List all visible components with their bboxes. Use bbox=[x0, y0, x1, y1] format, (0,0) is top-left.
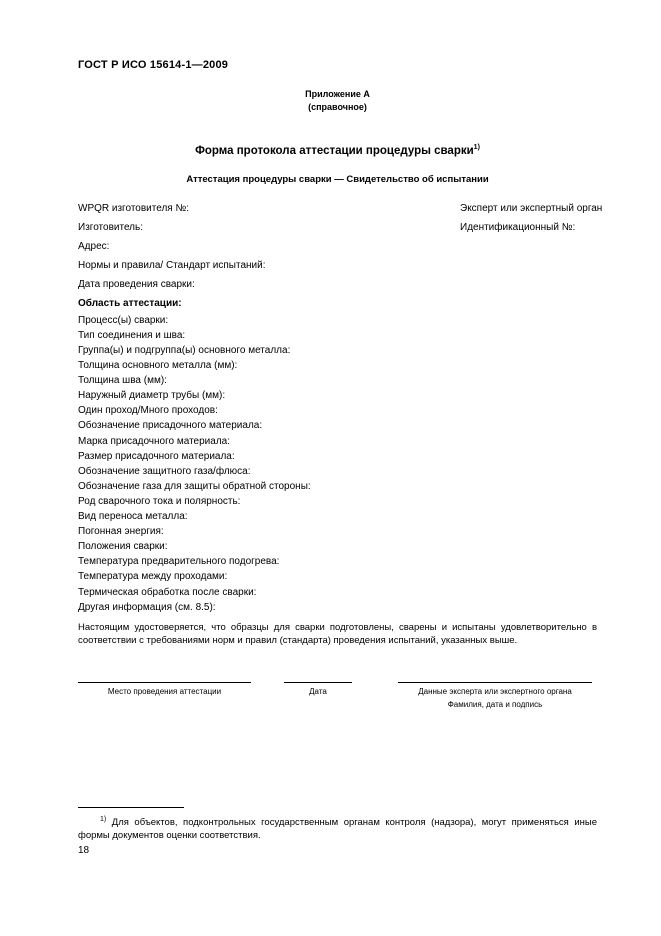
scope-heading: Область аттестации: bbox=[78, 297, 182, 309]
scope-field-pipe-diameter: Наружный диаметр трубы (мм): bbox=[78, 390, 226, 402]
scope-field-weld-thickness: Толщина шва (мм): bbox=[78, 375, 167, 387]
footnote-body: Для объектов, подконтрольных государственным органам контроля (надзора), могут применяться иные формы документов оценки соответствия. bbox=[78, 817, 597, 842]
appendix-note: (справочное) bbox=[308, 102, 367, 112]
footnote-rule bbox=[78, 807, 184, 808]
scope-field-parent-metal-group: Группа(ы) и подгруппа(ы) основного металла: bbox=[78, 345, 291, 357]
scope-field-single-multi-pass: Один проход/Много проходов: bbox=[78, 405, 218, 417]
field-wpqr-number: WPQR изготовителя №: bbox=[78, 202, 189, 214]
scope-field-current-polarity: Род сварочного тока и полярность: bbox=[78, 495, 241, 507]
scope-fields-section bbox=[78, 313, 597, 615]
header-fields-section bbox=[78, 199, 603, 294]
signature-section bbox=[78, 672, 597, 711]
scope-field-welding-process: Процесс(ы) сварки: bbox=[78, 314, 169, 326]
footnote-section bbox=[78, 807, 597, 842]
signature-date-line bbox=[284, 672, 352, 683]
field-expert-org: Эксперт или экспертный орган bbox=[460, 202, 603, 214]
signature-expert-sub-label: Фамилия, дата и подпись bbox=[447, 700, 543, 709]
appendix-label: Приложение А bbox=[305, 89, 370, 99]
scope-field-shielding-gas-flux: Обозначение защитного газа/флюса: bbox=[78, 465, 251, 477]
signature-expert-label: Данные эксперта или экспертного органа bbox=[418, 687, 572, 696]
field-welding-date: Дата проведения сварки: bbox=[78, 278, 195, 290]
certification-statement: Настоящим удостоверяется, что образцы для сварки подготовлены, сварены и испытаны удовлетворительно в соответствии с требованиями норм и правил (стандарта) проведения испытаний, указанных выше. bbox=[78, 621, 597, 646]
signature-date-block bbox=[284, 672, 352, 698]
scope-field-filler-brand: Марка присадочного материала: bbox=[78, 435, 230, 447]
footnote-marker: 1) bbox=[100, 816, 107, 823]
field-address: Адрес: bbox=[78, 240, 110, 252]
scope-field-welding-positions: Положения сварки: bbox=[78, 541, 168, 553]
form-subtitle: Аттестация процедуры сварки — Свидетельство об испытании bbox=[186, 173, 489, 185]
page-number: 18 bbox=[78, 845, 90, 856]
footnote-reference-superscript: 1) bbox=[473, 144, 480, 151]
scope-field-preheat-temperature: Температура предварительного подогрева: bbox=[78, 556, 280, 568]
scope-field-filler-size: Размер присадочного материала: bbox=[78, 450, 235, 462]
signature-place-label: Место проведения аттестации bbox=[107, 687, 222, 696]
signature-date-label: Дата bbox=[309, 687, 327, 696]
scope-field-filler-designation: Обозначение присадочного материала: bbox=[78, 420, 263, 432]
scope-field-parent-metal-thickness: Толщина основного металла (мм): bbox=[78, 360, 238, 372]
appendix-block bbox=[78, 88, 597, 114]
field-manufacturer: Изготовитель: bbox=[78, 221, 143, 233]
footnote-text bbox=[78, 813, 597, 842]
field-codes-standard: Нормы и правила/ Стандарт испытаний: bbox=[78, 259, 266, 271]
signature-place-line bbox=[78, 672, 251, 683]
form-title-text: Форма протокола аттестации процедуры сварки bbox=[195, 144, 474, 157]
expert-fields bbox=[460, 199, 602, 237]
standard-reference: ГОСТ Р ИСО 15614-1—2009 bbox=[78, 59, 229, 71]
signature-place-block bbox=[78, 672, 251, 698]
scope-field-joint-type: Тип соединения и шва: bbox=[78, 329, 186, 341]
scope-field-backing-gas: Обозначение газа для защиты обратной стороны: bbox=[78, 480, 311, 492]
form-title bbox=[78, 144, 597, 157]
scope-field-post-weld-heat-treatment: Термическая обработка после сварки: bbox=[78, 586, 257, 598]
scope-field-other-information: Другая информация (см. 8.5): bbox=[78, 601, 216, 613]
signature-expert-line bbox=[398, 672, 592, 683]
scope-field-metal-transfer-mode: Вид переноса металла: bbox=[78, 511, 188, 523]
scope-field-interpass-temperature: Температура между проходами: bbox=[78, 571, 228, 583]
signature-expert-block bbox=[398, 672, 592, 711]
scope-field-heat-input: Погонная энергия: bbox=[78, 526, 164, 538]
field-identification-number: Идентификационный №: bbox=[460, 221, 576, 233]
